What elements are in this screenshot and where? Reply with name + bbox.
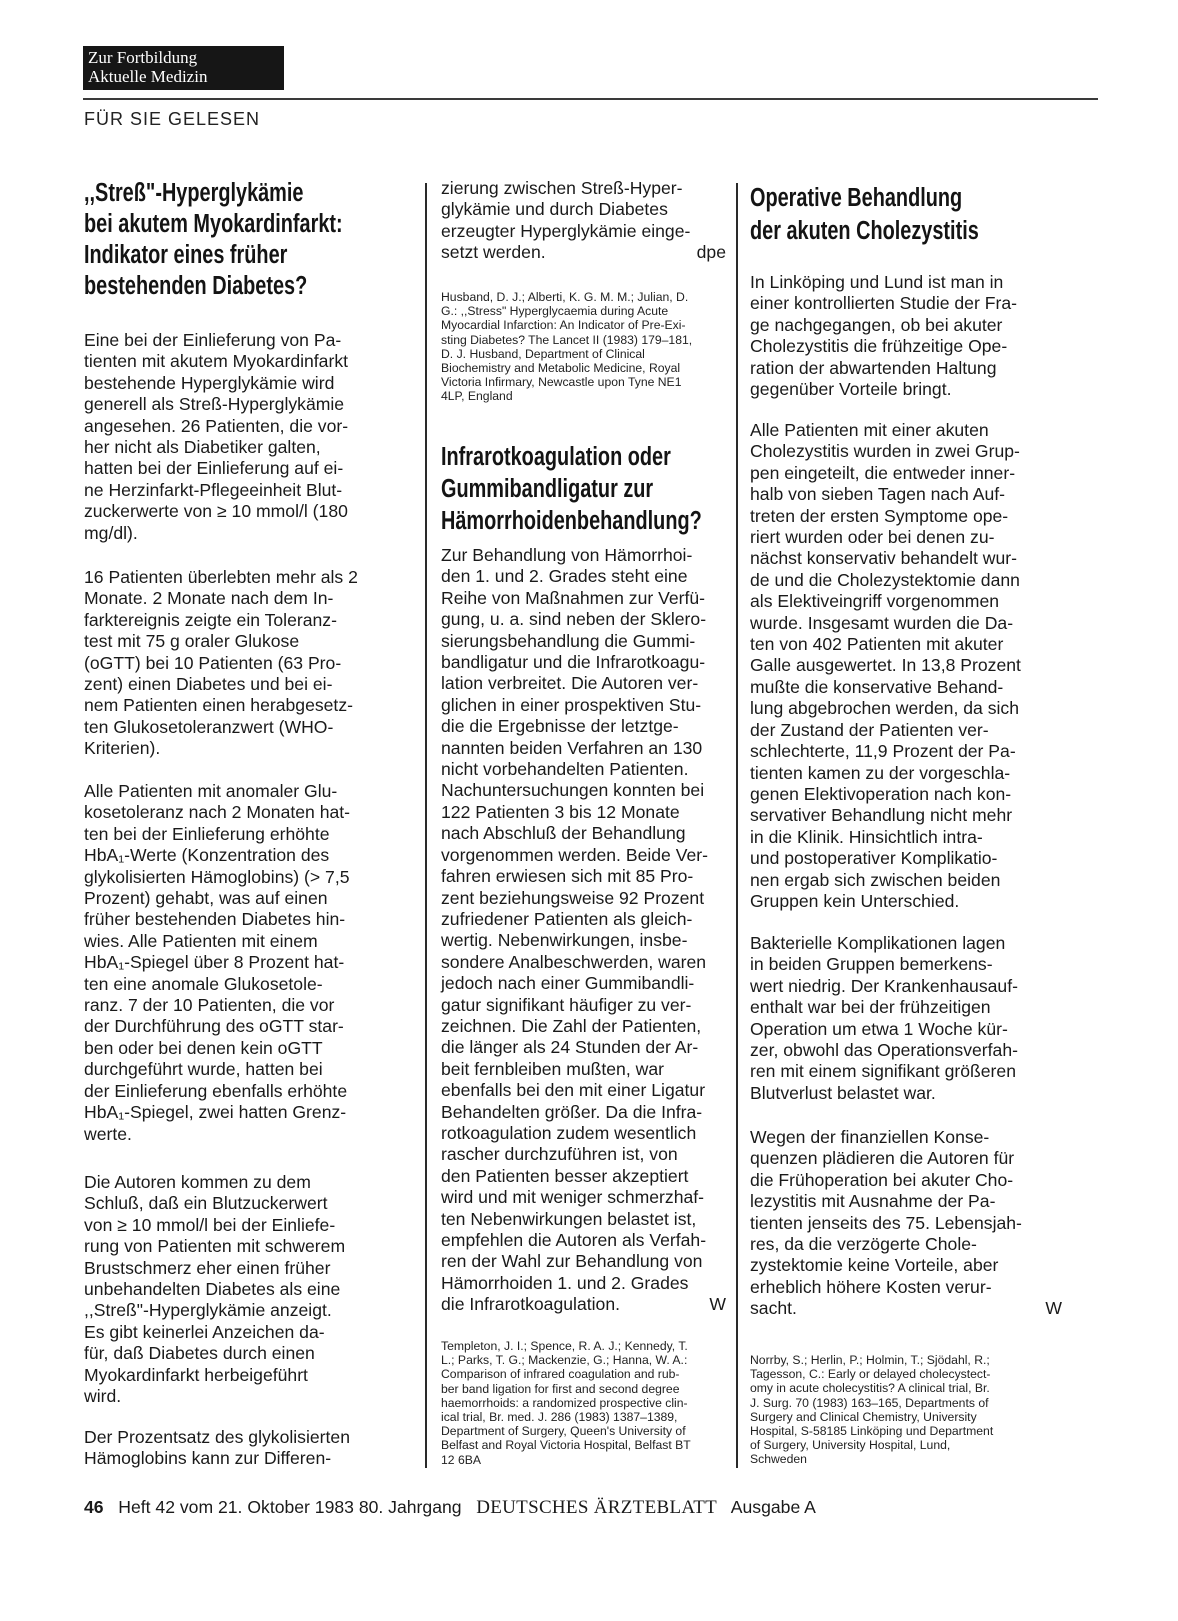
reference-line: 4LP, England (441, 389, 513, 404)
text-line: res, da die verzögerte Chole- (750, 1234, 977, 1255)
text-line: in die Klinik. Hinsichtlich intra- (750, 826, 983, 847)
last-line (750, 1298, 1062, 1319)
reference-line: Husband, D. J.; Alberti, K. G. M. M.; Julian, D. (441, 290, 689, 304)
text-line: HbA₁-Werte (Konzentration des (84, 845, 330, 866)
article-2-reference (441, 1339, 691, 1467)
issue-info: Heft 42 vom 21. Oktober 1983 80. Jahrgang (118, 1497, 462, 1517)
reference-line: sting Diabetes? The Lancet II (1983) 179–181, (441, 332, 693, 347)
text-line: beit fernbleiben mußten, war (441, 1058, 664, 1079)
text-line: nem Patienten einen herabgesetz- (84, 695, 353, 716)
text-line: die die Ergebnisse der letztge- (441, 716, 679, 737)
article-1-column (84, 178, 414, 302)
article-1-paragraph-5 (84, 1427, 350, 1470)
text-line: Die Autoren kommen zu dem (84, 1172, 311, 1192)
text-line: nannten beiden Verfahren an 130 (441, 737, 703, 758)
article-3-paragraph-3 (750, 933, 1018, 1104)
text-line: in beiden Gruppen bemerkens- (750, 954, 993, 975)
text-line: Hämoglobins kann zur Differen- (84, 1448, 332, 1469)
title-line: bei akutem Myokardinfarkt: (84, 210, 343, 238)
text-line: zent) einen Diabetes und bei ei- (84, 674, 333, 695)
text-line: fahren erwiesen sich mit 85 Pro- (441, 866, 694, 887)
text-line: Der Prozentsatz des glykolisierten (84, 1427, 350, 1447)
reference-line: Myocardial Infarction: An Indicator of Pre-Exi- (441, 318, 686, 333)
text-line: die länger als 24 Stunden der Ar- (441, 1037, 699, 1058)
text-line: wert niedrig. Der Krankenhausauf- (750, 975, 1018, 996)
text-line: sondere Analbeschwerden, waren (441, 951, 707, 972)
text-line: Cholezystitis wurden in zwei Grup- (750, 441, 1020, 462)
text-line: Hämorrhoiden 1. und 2. Grades (441, 1272, 689, 1293)
text-line: zent beziehungsweise 92 Prozent (441, 887, 705, 908)
text-line: nach Abschluß der Behandlung (441, 823, 686, 844)
text-line: lation verbreitet. Die Autoren ver- (441, 673, 699, 694)
text-line: hatten bei der Einlieferung auf ei- (84, 458, 344, 479)
reference-line: Hospital, S-58185 Linköping und Department (750, 1424, 994, 1439)
article-3-paragraph-2 (750, 420, 1021, 912)
text-line: (oGTT) bei 10 Patienten (63 Pro- (84, 652, 342, 673)
text-line: wird und mit weniger schmerzhaf- (441, 1187, 705, 1208)
reference-line: of Surgery, University Hospital, Lund, (750, 1438, 951, 1453)
text-line: sierungsbehandlung die Gummi- (441, 630, 696, 651)
reference-line: Surgery and Clinical Chemistry, University (750, 1409, 977, 1424)
title-line: bestehenden Diabetes? (84, 272, 308, 300)
article-2-body (441, 545, 726, 1316)
text-line: wird. (84, 1386, 122, 1407)
series-label-line2: Aktuelle Medizin (88, 67, 208, 86)
text-line: durchgeführt wurde, hatten bei (84, 1059, 323, 1080)
text-line: ebenfalls bei den mit einer Ligatur (441, 1080, 706, 1101)
text-line: treten der ersten Symptome ope- (750, 505, 1009, 526)
reference-line: Belfast and Royal Victoria Hospital, Belfast BT (441, 1438, 691, 1453)
article-1-paragraph-1 (84, 330, 348, 544)
text-line: zufriedener Patienten als gleich- (441, 908, 693, 929)
author-signature: W (1045, 1298, 1062, 1319)
text-line: her nicht als Diabetiker galten, (84, 437, 321, 458)
reference-line: Norrby, S.; Herlin, P.; Holmin, T.; Sjödahl, R.; (750, 1353, 990, 1367)
text-line: vorgenommen werden. Beide Ver- (441, 844, 708, 865)
text-line: die Frühoperation bei akuter Cho- (750, 1169, 1014, 1190)
text-line: rung von Patienten mit schwerem (84, 1236, 346, 1257)
last-line (441, 1294, 726, 1315)
text-line: erheblich höhere Kosten verur- (750, 1276, 992, 1297)
reference-line: L.; Parks, T. G.; Mackenzie, G.; Hanna, W. A.: (441, 1353, 688, 1368)
author-signature: W (709, 1294, 726, 1315)
edition-label: Ausgabe A (730, 1497, 816, 1517)
reference-line: D. J. Husband, Department of Clinical (441, 346, 645, 361)
text-line: Prozent) gehabt, was auf einen (84, 888, 328, 909)
article-2-header (441, 441, 775, 537)
text-line: pen eingeteilt, die entweder inner- (750, 462, 1016, 483)
text-line: der Zustand der Patienten ver- (750, 719, 989, 740)
title-line: ,,Streß"-Hyperglykämie (84, 179, 304, 207)
text-line: wurde. Insgesamt wurden die Da- (750, 612, 1014, 633)
article-1-paragraph-3 (84, 781, 350, 1145)
reference-line: Biochemistry and Metabolic Medicine, Royal (441, 361, 681, 376)
title-line: der akuten Cholezystitis (750, 217, 979, 245)
reference-line: J. Surg. 70 (1983) 163–165, Departments of (750, 1395, 989, 1410)
text-line: tienten kamen zu der vorgeschla- (750, 762, 1011, 783)
text-line: glykolisierten Hämoglobins) (> 7,5 (84, 866, 350, 887)
article-3-paragraph-4 (750, 1127, 1062, 1320)
text-line: ten bei der Einlieferung erhöhte (84, 823, 330, 844)
article-3-header (750, 182, 1043, 248)
text-line: setzt werden. (441, 242, 546, 263)
text-line: die Infrarotkoagulation. (441, 1294, 620, 1315)
text-line: tienten mit akutem Myokardinfarkt (84, 351, 349, 372)
text-line: genen Elektivoperation nach kon- (750, 783, 1012, 804)
text-line: schlechterte, 11,9 Prozent der Pa- (750, 741, 1016, 762)
text-line: riert wurden oder bei denen zu- (750, 527, 995, 548)
text-line: rascher durchzuführen ist, von (441, 1144, 678, 1165)
text-line: Cholezystitis die frühzeitige Ope- (750, 336, 1008, 357)
text-line: bandligatur und die Infrarotkoagu- (441, 652, 706, 673)
text-line: Alle Patienten mit anomaler Glu- (84, 781, 338, 801)
text-line: Blutverlust belastet war. (750, 1082, 936, 1103)
text-line: Eine bei der Einlieferung von Pa- (84, 330, 342, 350)
page-footer (84, 1497, 816, 1519)
text-line: In Linköping und Lund ist man in (750, 272, 1004, 292)
text-line: kosetoleranz nach 2 Monaten hat- (84, 802, 351, 823)
text-line: sacht. (750, 1298, 797, 1319)
text-line: nicht vorbehandelten Patienten. (441, 759, 689, 780)
title-line: Indikator eines früher (84, 241, 288, 269)
series-header-box (83, 46, 284, 90)
text-line: generell als Streß-Hyperglykämie (84, 394, 345, 415)
text-line: Operation um etwa 1 Woche kür- (750, 1018, 1008, 1039)
reference-line: Templeton, J. I.; Spence, R. A. J.; Kennedy, T. (441, 1339, 688, 1353)
text-line: Es gibt keinerlei Anzeichen da- (84, 1321, 325, 1342)
text-line: gatur signifikant häufiger zu ver- (441, 994, 692, 1015)
text-line: 122 Patienten 3 bis 12 Monate (441, 801, 680, 822)
text-line: bestehende Hyperglykämie wird (84, 372, 335, 393)
text-line: und postoperativer Komplikatio- (750, 848, 998, 869)
text-line: servativer Behandlung nicht mehr (750, 805, 1013, 826)
reference-line: ical trial, Br. med. J. 286 (1983) 1387–1389, (441, 1410, 678, 1425)
reference-line: G.: ,,Stress" Hyperglycaemia during Acute (441, 304, 669, 319)
text-line: von ≥ 10 mmol/l bei der Einliefe- (84, 1214, 336, 1235)
text-line: rotkoagulation zudem wesentlich (441, 1122, 697, 1143)
author-signature: dpe (696, 242, 726, 263)
column-divider-1 (425, 183, 427, 1468)
text-line: ne Herzinfarkt-Pflegeeinheit Blut- (84, 479, 343, 500)
text-line: tienten jenseits des 75. Lebensjah- (750, 1212, 1022, 1233)
text-line: wertig. Nebenwirkungen, insbe- (441, 930, 688, 951)
text-line: der Durchführung des oGTT star- (84, 1016, 344, 1037)
text-line: de und die Cholezystektomie dann (750, 569, 1020, 590)
reference-line: Schweden (750, 1452, 807, 1467)
article-1-continuation (441, 178, 726, 264)
article-3-title (750, 182, 979, 248)
title-line: Hämorrhoidenbehandlung? (441, 507, 702, 535)
reference-line: Tagesson, C.: Early or delayed cholecystect- (750, 1367, 991, 1382)
text-line: ben oder bei denen kein oGTT (84, 1037, 323, 1058)
text-line: HbA₁-Spiegel, zwei hatten Grenz- (84, 1102, 347, 1123)
reference-line: Department of Surgery, Queen's University of (441, 1424, 686, 1439)
text-line: Monate. 2 Monate nach dem In- (84, 588, 334, 609)
text-line: zystektomie keine Vorteile, aber (750, 1255, 999, 1276)
text-line: Nachuntersuchungen konnten bei (441, 780, 705, 801)
text-line: Zur Behandlung von Hämorrhoi- (441, 545, 693, 565)
article-1-title (84, 178, 341, 302)
text-line: quenzen plädieren die Autoren für (750, 1148, 1015, 1169)
text-line: gegenüber Vorteile bringt. (750, 379, 952, 400)
reference-line: ber band ligation for first and second degree (441, 1381, 680, 1396)
article-3-paragraph-1 (750, 272, 1017, 400)
text-line: jedoch nach einer Gummibandli- (441, 973, 695, 994)
text-line: ,,Streß"-Hyperglykämie anzeigt. (84, 1300, 332, 1321)
text-line: einer kontrollierten Studie der Fra- (750, 293, 1017, 314)
article-1-paragraph-2 (84, 567, 358, 760)
text-line: test mit 75 g oraler Glukose (84, 631, 300, 652)
text-line: nen ergab sich zwischen beiden (750, 869, 1001, 890)
text-line: werte. (84, 1123, 132, 1144)
last-line (441, 242, 726, 263)
text-line: ge nachgegangen, ob bei akuter (750, 314, 1003, 335)
text-line: erzeugter Hyperglykämie einge- (441, 220, 691, 241)
journal-masthead: DEUTSCHES ÄRZTEBLATT (476, 1497, 718, 1518)
text-line: halb von sieben Tagen nach Auf- (750, 484, 1005, 505)
text-line: enthalt war bei der frühzeitigen (750, 997, 991, 1018)
text-line: mußte die konservative Behand- (750, 676, 1004, 697)
text-line: farktereignis zeigte ein Toleranz- (84, 609, 337, 630)
text-line: Kriterien). (84, 738, 161, 759)
article-2-title (441, 441, 702, 537)
text-line: empfehlen die Autoren als Verfah- (441, 1230, 707, 1250)
text-line: Behandelten größer. Da die Infra- (441, 1101, 703, 1122)
text-line: Alle Patienten mit einer akuten (750, 420, 989, 440)
text-line: Bakterielle Komplikationen lagen (750, 933, 1006, 953)
text-line: mg/dl). (84, 522, 138, 543)
title-line: Infrarotkoagulation oder (441, 443, 671, 471)
text-line: unbehandelten Diabetes als eine (84, 1279, 341, 1300)
article-3-reference (750, 1353, 993, 1467)
text-line: für, daß Diabetes durch einen (84, 1343, 315, 1364)
series-label-line1: Zur Fortbildung (88, 48, 198, 67)
page-number: 46 (84, 1497, 104, 1517)
reference-line: Comparison of infrared coagulation and rub- (441, 1367, 680, 1382)
text-line: ten Glukosetoleranzwert (WHO- (84, 716, 334, 737)
text-line: 16 Patienten überlebten mehr als 2 (84, 567, 358, 587)
text-line: ranz. 7 der 10 Patienten, die vor (84, 995, 335, 1016)
text-line: nächst konservativ behandelt wur- (750, 548, 1017, 569)
column-divider-2 (736, 183, 738, 1468)
text-line: Wegen der finanziellen Konse- (750, 1127, 990, 1147)
text-line: ren mit einem signifikant größeren (750, 1061, 1016, 1082)
text-line: glichen in einer prospektiven Stu- (441, 694, 702, 715)
text-line: Myokardinfarkt herbeigeführt (84, 1364, 308, 1385)
text-line: gung, u. a. sind neben der Sklero- (441, 609, 707, 630)
section-label: FÜR SIE GELESEN (84, 109, 261, 129)
reference-line: Victoria Infirmary, Newcastle upon Tyne NE1 (441, 375, 682, 390)
text-line: zierung zwischen Streß-Hyper- (441, 178, 683, 198)
reference-line: 12 6BA (441, 1452, 481, 1467)
text-line: ration der abwartenden Haltung (750, 357, 997, 378)
text-line: früher bestehenden Diabetes hin- (84, 909, 346, 930)
article-1-paragraph-4 (84, 1172, 345, 1407)
text-line: ten Nebenwirkungen belastet ist, (441, 1208, 697, 1229)
text-line: wies. Alle Patienten mit einem (84, 930, 318, 951)
text-line: den 1. und 2. Grades steht eine (441, 566, 688, 587)
text-line: zuckerwerte von ≥ 10 mmol/l (180 (84, 501, 348, 522)
text-line: der Einlieferung ebenfalls erhöhte (84, 1080, 348, 1101)
header-rule (83, 98, 1098, 100)
text-line: ten von 402 Patienten mit akuter (750, 634, 1004, 655)
text-line: angesehen. 26 Patienten, die vor- (84, 415, 349, 436)
title-line: Operative Behandlung (750, 184, 963, 212)
text-line: Galle ausgewertet. In 13,8 Prozent (750, 655, 1021, 676)
text-line: lezystitis mit Ausnahme der Pa- (750, 1191, 996, 1212)
text-line: lung abgebrochen werden, da sich (750, 698, 1019, 719)
text-line: Gruppen kein Unterschied. (750, 890, 960, 911)
reference-line: haemorrhoids: a randomized prospective clin- (441, 1395, 688, 1410)
title-line: Gummibandligatur zur (441, 475, 654, 503)
article-1-reference (441, 290, 692, 404)
text-line: zer, obwohl das Operationsverfah- (750, 1040, 1018, 1061)
text-line: ren der Wahl zur Behandlung von (441, 1251, 703, 1272)
text-line: als Elektiveingriff vorgenommen (750, 591, 1000, 612)
text-line: ten eine anomale Glukosetole- (84, 973, 323, 994)
text-line: glykämie und durch Diabetes (441, 199, 668, 220)
text-line: Reihe von Maßnahmen zur Verfü- (441, 587, 706, 608)
text-line: Brustschmerz eher einen früher (84, 1257, 331, 1278)
text-line: zeichnen. Die Zahl der Patienten, (441, 1015, 702, 1036)
reference-line: omy in acute cholecystitis? A clinical trial, Br. (750, 1381, 990, 1396)
text-line: den Patienten besser akzeptiert (441, 1165, 689, 1186)
text-line: HbA₁-Spiegel über 8 Prozent hat- (84, 952, 345, 973)
text-line: Schluß, daß ein Blutzuckerwert (84, 1193, 328, 1214)
